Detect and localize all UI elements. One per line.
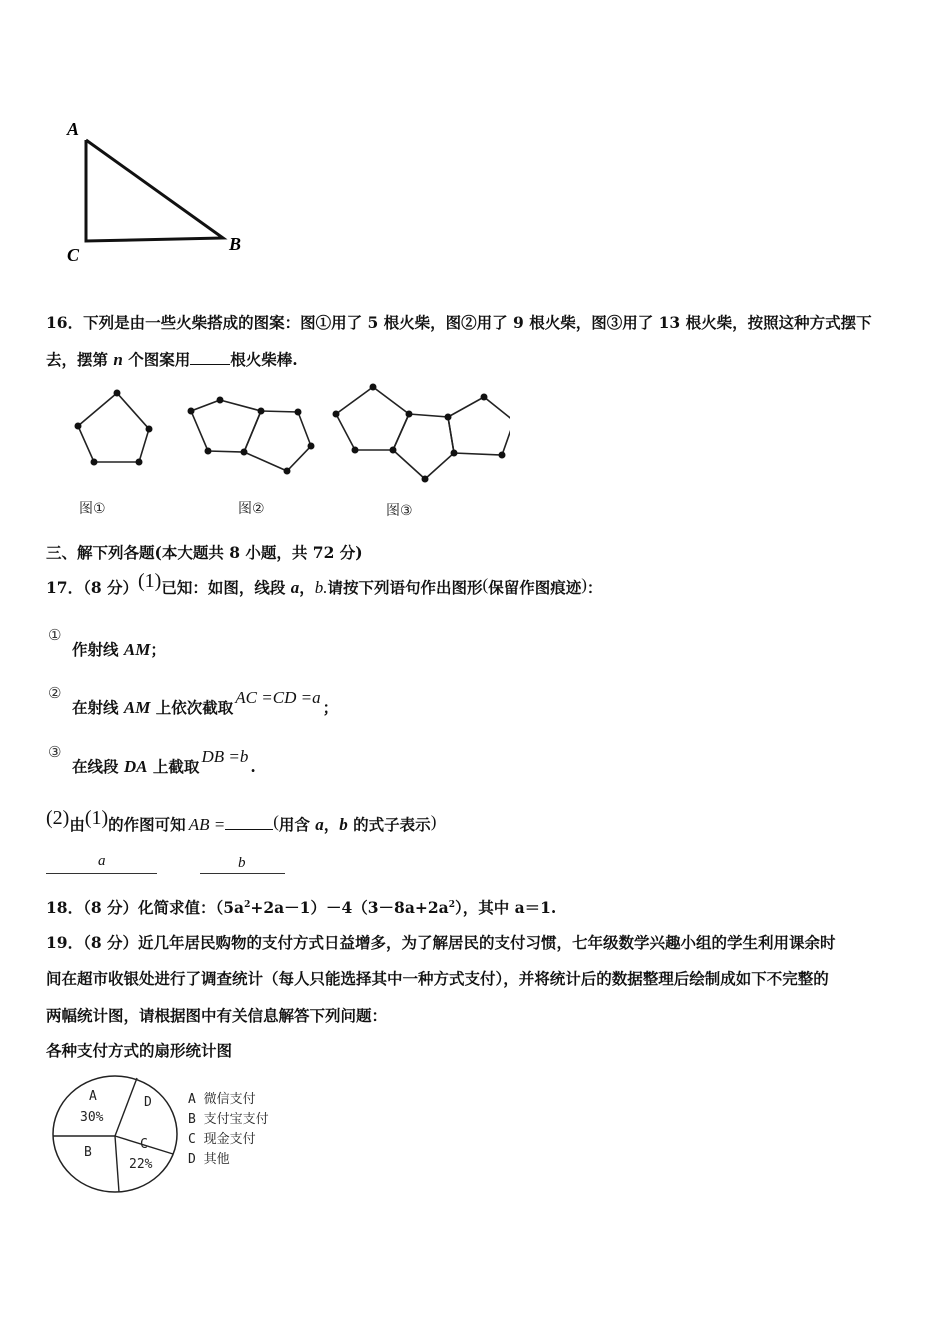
q17-part2-a: a	[315, 815, 324, 834]
section3-heading: 三、解下列各题(本大题共 8 小题，共 72 分)	[46, 543, 363, 562]
q17-step3-mark: ③	[48, 743, 62, 761]
pie-slice-boundary-1	[115, 1078, 137, 1136]
pie-slice-boundary-3	[115, 1136, 119, 1192]
q17-paren-open: (	[482, 575, 489, 594]
matchstick-joints	[75, 384, 511, 483]
q18-text	[46, 896, 556, 918]
q17-part2	[46, 807, 437, 836]
q17-step1	[72, 638, 166, 660]
q18-mid1: +2a－1）－4（3－8a+2a	[250, 898, 449, 917]
q17-step2-pre: 在射线	[72, 698, 124, 717]
q17-step1-post: ；	[150, 640, 166, 659]
q17-part2-text: 的作图可知	[108, 815, 186, 834]
q17-step1-mark: ①	[48, 626, 62, 644]
fig2-caption: 图②	[238, 501, 265, 517]
pie-slice-label-d: D	[144, 1095, 152, 1110]
pie-slice-label-b: B	[84, 1145, 92, 1160]
q16-var-n: n	[113, 350, 123, 369]
pie-slice-percent-c: 22%	[129, 1157, 153, 1172]
q18-sup1: 2	[244, 899, 251, 910]
q17-part1-mark: (1)	[138, 570, 162, 592]
triangle-vertex-a: A	[67, 119, 80, 139]
q17-number: 17．（8 分）	[46, 578, 139, 597]
fig2-pentagon-left	[191, 400, 261, 452]
q17-intro	[46, 570, 603, 599]
q17-step2-var: AM	[123, 698, 151, 717]
q17-intro-post: 请按下列语句作出图形	[327, 578, 483, 597]
q16-line2	[46, 348, 298, 370]
q17-part2-by: 由	[69, 815, 85, 834]
q17-step3-mid: 上截取	[147, 757, 200, 776]
q17-paren-close: )	[581, 575, 587, 594]
q19-line1: 19．（8 分）近几年居民购物的支付方式日益增多，为了解居民的支付习惯，七年级数学兴趣小组的学生利用课余时	[46, 933, 836, 952]
q17-step2-math: AC =CD =a	[235, 688, 321, 707]
q17-part2-use: 用含	[278, 815, 316, 834]
q17-comma: ，	[299, 578, 315, 597]
pie-chart-title: 各种支付方式的扇形统计图	[46, 1041, 233, 1060]
q17-var-a: a	[290, 578, 300, 597]
triangle-vertex-b: B	[229, 234, 242, 254]
q16-line2-mid: 个图案用	[122, 350, 191, 369]
segment-b-label: b	[238, 855, 246, 871]
q17-part2-comma: ，	[323, 815, 340, 834]
q17-step2	[72, 688, 339, 718]
legend-item-c: C 现金支付	[188, 1132, 256, 1147]
legend-item-b: B 支付宝支付	[188, 1112, 269, 1127]
legend-item-d: D 其他	[188, 1152, 230, 1167]
pie-chart	[40, 1070, 190, 1200]
fig1-caption: 图①	[79, 501, 106, 517]
q16-line1: 16．下列是由一些火柴搭成的图案：图①用了 5 根火柴，图②用了 9 根火柴，图③用了 13 根火柴，按照这种方式摆下	[46, 313, 872, 332]
pie-slice-label-a: A	[89, 1089, 97, 1104]
segment-a-label: a	[98, 853, 106, 869]
q16-line2-pre: 去，摆第	[46, 350, 114, 369]
q17-step1-var: AM	[123, 640, 151, 659]
matchstick-figures	[30, 375, 510, 485]
q17-step3-pre: 在线段	[72, 757, 124, 776]
q17-part2-paren-open: (	[273, 812, 279, 831]
triangle-figure	[55, 110, 265, 270]
fig2-pentagon-right	[244, 411, 311, 471]
legend-item-a: A 微信支付	[188, 1092, 256, 1107]
q17-part2-ref: (1)	[84, 807, 109, 829]
q18-sup2: 2	[448, 899, 455, 910]
q17-colon: ：	[586, 578, 603, 597]
q18-post: ），其中 a＝1.	[454, 898, 557, 917]
q17-step2-mark: ②	[48, 684, 62, 702]
q16-answer-blank[interactable]	[190, 364, 230, 365]
q16-line2-post: 根火柴棒.	[230, 350, 298, 369]
triangle-outline	[86, 140, 223, 241]
q19-line2: 间在超市收银处进行了调查统计（每人只能选择其中一种方式支付），并将统计后的数据整理后绘制成如下不完整的	[46, 969, 829, 988]
q19-line3: 两幅统计图，请根据图中有关信息解答下列问题：	[46, 1006, 388, 1025]
q17-step3-math: DB =b	[201, 747, 249, 766]
q17-answer-blank[interactable]	[225, 829, 273, 830]
fig1-pentagon	[78, 393, 149, 462]
segment-a	[46, 873, 157, 874]
q17-step3-post: .	[250, 757, 256, 776]
fig3-pentagon-right	[448, 397, 510, 455]
q17-keep-traces: 保留作图痕迹	[488, 578, 582, 597]
q17-part2-math: AB =	[188, 815, 226, 834]
pie-slice-label-c: C	[140, 1137, 148, 1152]
q17-step1-pre: 作射线	[72, 640, 124, 659]
q17-step3	[72, 747, 256, 777]
q17-part2-mark: (2)	[46, 807, 70, 829]
q17-part2-b: b	[339, 815, 348, 834]
q17-step2-mid: 上依次截取	[150, 698, 234, 717]
q17-intro-pre: 已知：如图，线段	[161, 578, 291, 597]
pie-slice-percent-a: 30%	[80, 1110, 104, 1125]
q17-var-b: b.	[314, 578, 328, 597]
q17-step3-var: DA	[123, 757, 148, 776]
q17-step2-post: ；	[322, 698, 339, 717]
q17-part2-paren-close: )	[430, 812, 437, 831]
triangle-vertex-c: C	[67, 245, 80, 265]
q18-pre: 18．（8 分）化简求值：（5a	[46, 898, 245, 917]
pie-outline	[53, 1076, 177, 1192]
segment-b	[200, 873, 285, 874]
fig3-caption: 图③	[386, 503, 413, 519]
q17-part2-expr: 的式子表示	[347, 815, 431, 834]
fig3-pentagon-mid	[393, 414, 454, 479]
